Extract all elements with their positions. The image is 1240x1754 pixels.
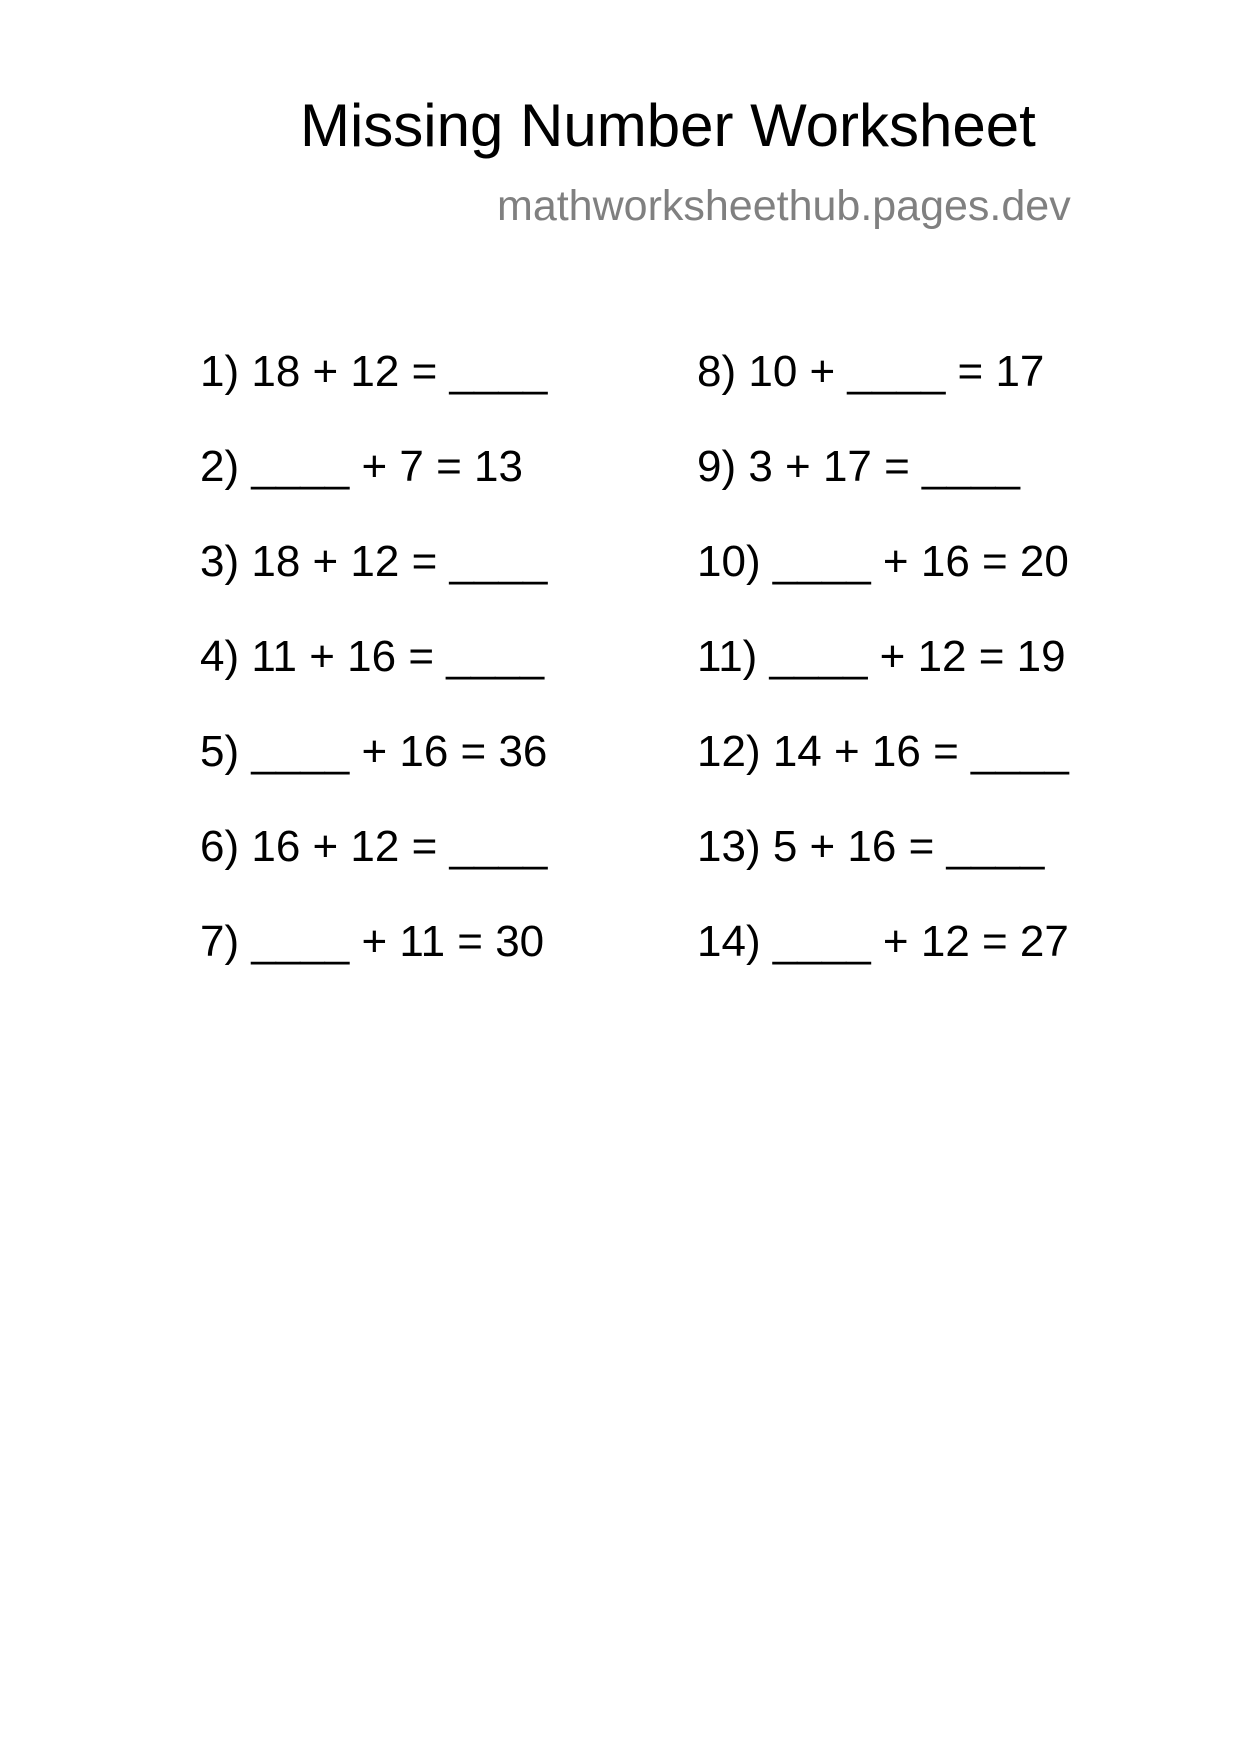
problem-9: 9) 3 + 17 = ____ [697,442,1020,491]
page-title: Missing Number Worksheet [300,92,1036,159]
problem-3: 3) 18 + 12 = ____ [200,537,548,586]
problem-13: 13) 5 + 16 = ____ [697,822,1045,871]
problem-column-left [200,347,548,966]
problem-14: 14) ____ + 12 = 27 [697,917,1069,966]
problem-6: 6) 16 + 12 = ____ [200,822,548,871]
problem-7: 7) ____ + 11 = 30 [200,917,545,966]
site-url: mathworksheethub.pages.dev [497,182,1071,230]
problem-8: 8) 10 + ____ = 17 [697,347,1045,396]
problem-11: 11) ____ + 12 = 19 [697,632,1066,681]
problem-10: 10) ____ + 16 = 20 [697,537,1069,586]
problem-1: 1) 18 + 12 = ____ [200,347,548,396]
problem-column-right [697,347,1069,966]
problem-2: 2) ____ + 7 = 13 [200,442,523,491]
problem-12: 12) 14 + 16 = ____ [697,727,1069,776]
problem-4: 4) 11 + 16 = ____ [200,632,545,681]
problem-5: 5) ____ + 16 = 36 [200,727,548,776]
